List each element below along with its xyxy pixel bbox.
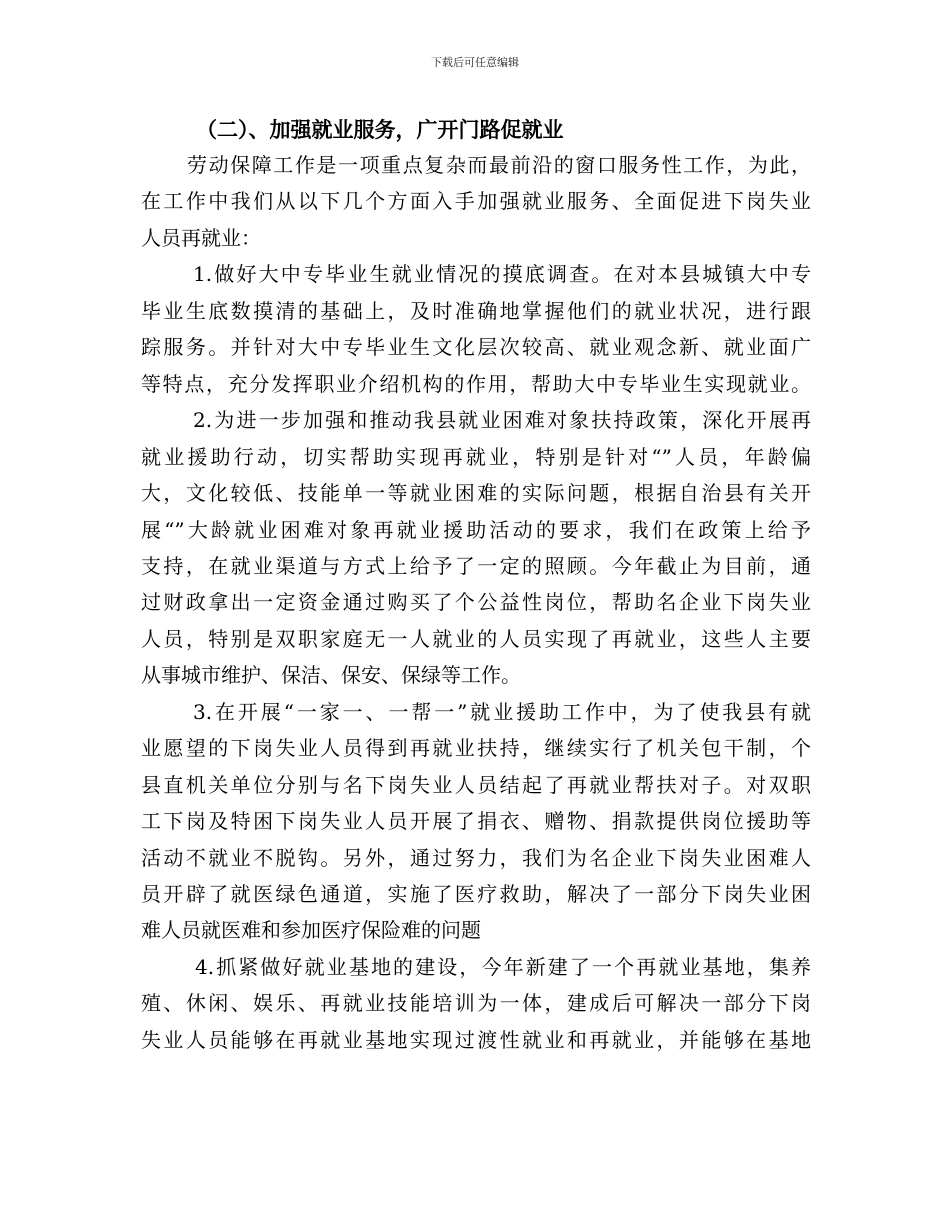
body-line: 毕业生底数摸清的基础上，及时准确地掌握他们的就业状况，进行跟 — [141, 298, 811, 323]
body-line: 失业人员能够在再就业基地实现过渡性就业和再就业，并能够在基地 — [141, 1027, 811, 1052]
page-header: 下载后可任意编辑 — [431, 56, 519, 69]
body-line: 殖、休闲、娱乐、再就业技能培训为一体，建成后可解决一部分下岗 — [141, 991, 811, 1016]
body-line: 活动不就业不脱钩。另外，通过努力，我们为名企业下岗失业困难人 — [141, 845, 811, 870]
body-line: 就业援助行动，切实帮助实现再就业，特别是针对“”人员，年龄偏 — [141, 444, 811, 469]
body-line: 等特点，充分发挥职业介绍机构的作用，帮助大中专毕业生实现就业。 — [141, 371, 811, 396]
body-line: 员开辟了就医绿色通道，实施了医疗救助，解决了一部分下岗失业困 — [141, 882, 811, 906]
body-line: 3.在开展“一家一、一帮一”就业援助工作中，为了使我县有就 — [193, 699, 811, 724]
body-line: 人员再就业： — [141, 225, 261, 250]
body-line: 业愿望的下岗失业人员得到再就业扶持，继续实行了机关包干制，个 — [141, 736, 811, 761]
section-heading: （二）、加强就业服务，广开门路促就业 — [196, 117, 564, 142]
body-line: 大，文化较低、技能单一等就业困难的实际问题，根据自治县有关开 — [141, 481, 811, 506]
body-line: 踪服务。并针对大中专毕业生文化层次较高、就业观念新、就业面广 — [141, 335, 811, 360]
body-line: 4.抓紧做好就业基地的建设，今年新建了一个再就业基地，集养 — [195, 954, 811, 979]
body-line: 人员，特别是双职家庭无一人就业的人员实现了再就业，这些人主要 — [141, 626, 811, 651]
body-line: 劳动保障工作是一项重点复杂而最前沿的窗口服务性工作，为此， — [187, 153, 811, 177]
body-line: 展“”大龄就业困难对象再就业援助活动的要求，我们在政策上给予 — [141, 517, 811, 542]
body-line: 难人员就医难和参加医疗保险难的问题 — [141, 918, 481, 943]
body-line: 1.做好大中专毕业生就业情况的摸底调查。在对本县城镇大中专 — [193, 262, 811, 287]
body-line: 2.为进一步加强和推动我县就业困难对象扶持政策，深化开展再 — [193, 408, 811, 433]
body-line: 支持，在就业渠道与方式上给予了一定的照顾。今年截止为目前，通 — [141, 553, 811, 578]
body-line: 从事城市维护、保洁、保安、保绿等工作。 — [141, 663, 521, 688]
body-line: 过财政拿出一定资金通过购买了个公益性岗位，帮助名企业下岗失业 — [141, 590, 811, 615]
body-line: 县直机关单位分别与名下岗失业人员结起了再就业帮扶对子。对双职 — [141, 772, 811, 797]
body-line: 工下岗及特困下岗失业人员开展了捐衣、赠物、捐款提供岗位援助等 — [141, 809, 811, 834]
body-line: 在工作中我们从以下几个方面入手加强就业服务、全面促进下岗失业 — [141, 189, 811, 214]
